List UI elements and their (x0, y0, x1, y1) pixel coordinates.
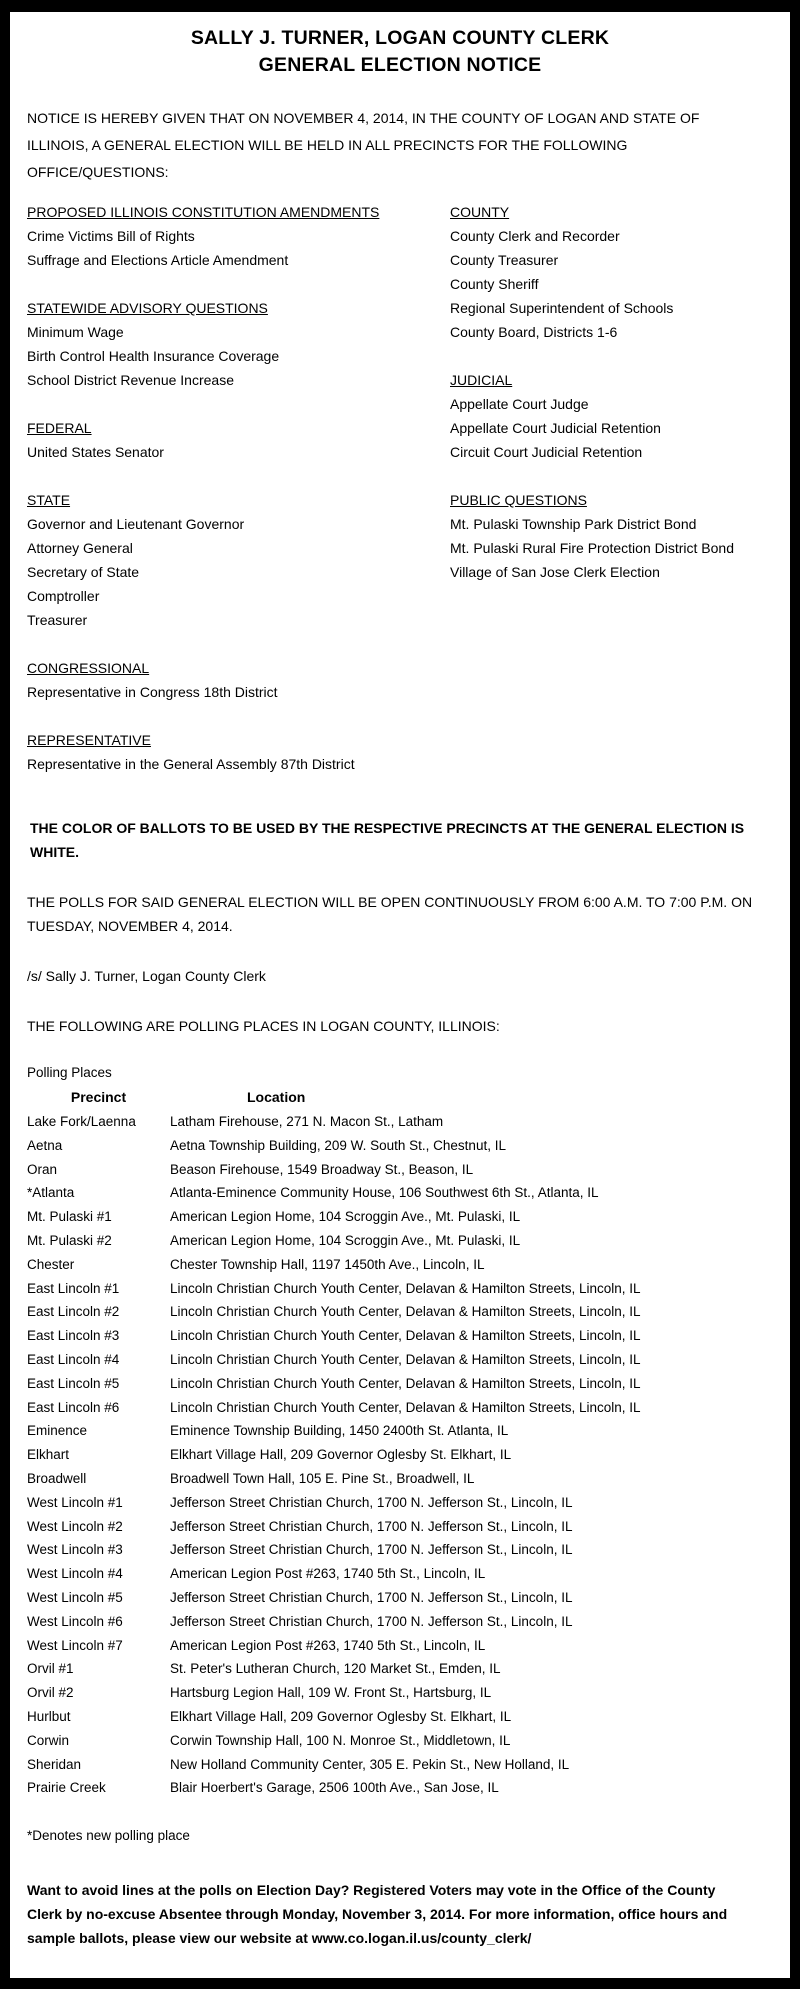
location-cell: Beason Firehouse, 1549 Broadway St., Beason, IL (170, 1161, 474, 1177)
table-row (27, 1753, 773, 1777)
office-item: County Clerk and Recorder (450, 228, 620, 244)
table-row (27, 1324, 773, 1348)
table-row (27, 1729, 773, 1753)
location-cell: Jefferson Street Christian Church, 1700 N. Jefferson St., Lincoln, IL (170, 1613, 573, 1629)
section-items (27, 752, 450, 776)
office-item: Mt. Pulaski Rural Fire Protection District Bond (450, 540, 734, 556)
office-item: United States Senator (27, 444, 164, 460)
office-item: Circuit Court Judicial Retention (450, 444, 643, 460)
precinct-cell: East Lincoln #4 (27, 1351, 120, 1367)
office-item: Appellate Court Judge (450, 396, 589, 412)
table-row (27, 1419, 773, 1443)
page-title (27, 25, 773, 79)
precinct-cell: West Lincoln #2 (27, 1518, 123, 1534)
office-item: Regional Superintendent of Schools (450, 300, 674, 316)
section-items (450, 392, 773, 464)
location-cell: Aetna Township Building, 209 W. South St., Chestnut, IL (170, 1137, 506, 1153)
section-heading: CONGRESSIONAL (27, 660, 150, 676)
table-row (27, 1657, 773, 1681)
location-cell: Jefferson Street Christian Church, 1700 N. Jefferson St., Lincoln, IL (170, 1589, 573, 1605)
precinct-cell: Chester (27, 1256, 75, 1272)
table-row (27, 1181, 773, 1205)
location-cell: American Legion Home, 104 Scroggin Ave., Mt. Pulaski, IL (170, 1209, 521, 1225)
table-row (27, 1134, 773, 1158)
section-heading: STATE (27, 492, 71, 508)
precinct-cell: East Lincoln #3 (27, 1328, 120, 1344)
table-row (27, 1634, 773, 1658)
ballot-color-paragraph: THE COLOR OF BALLOTS TO BE USED BY THE RESPECTIVE PRECINCTS AT THE GENERAL ELECTION IS WHITE. (30, 820, 745, 860)
location-cell: St. Peter's Lutheran Church, 120 Market St., Emden, IL (170, 1661, 501, 1677)
location-cell: American Legion Home, 104 Scroggin Ave., Mt. Pulaski, IL (170, 1232, 521, 1248)
office-item: County Sheriff (450, 276, 539, 292)
precinct-cell: East Lincoln #6 (27, 1399, 120, 1415)
section-heading: COUNTY (450, 204, 510, 220)
table-row (27, 1562, 773, 1586)
polling-places-intro: THE FOLLOWING ARE POLLING PLACES IN LOGAN COUNTY, ILLINOIS: (27, 1018, 500, 1034)
location-cell: Lincoln Christian Church Youth Center, Delavan & Hamilton Streets, Lincoln, IL (170, 1399, 641, 1415)
location-cell: Lincoln Christian Church Youth Center, Delavan & Hamilton Streets, Lincoln, IL (170, 1304, 641, 1320)
table-row (27, 1110, 773, 1134)
table-row (27, 1610, 773, 1634)
signature-line: /s/ Sally J. Turner, Logan County Clerk (27, 968, 266, 984)
precinct-cell: West Lincoln #4 (27, 1566, 123, 1582)
precinct-cell: West Lincoln #6 (27, 1613, 123, 1629)
table-row (27, 1681, 773, 1705)
location-cell: New Holland Community Center, 305 E. Pekin St., New Holland, IL (170, 1756, 570, 1772)
location-cell: Jefferson Street Christian Church, 1700 N. Jefferson St., Lincoln, IL (170, 1542, 573, 1558)
location-cell: Lincoln Christian Church Youth Center, Delavan & Hamilton Streets, Lincoln, IL (170, 1328, 641, 1344)
precinct-cell: Orvil #2 (27, 1685, 74, 1701)
section-heading: REPRESENTATIVE (27, 732, 151, 748)
table-row (27, 1396, 773, 1420)
location-cell: Lincoln Christian Church Youth Center, Delavan & Hamilton Streets, Lincoln, IL (170, 1280, 641, 1296)
new-polling-place-footnote: *Denotes new polling place (27, 1828, 190, 1844)
section-items (27, 440, 450, 464)
table-row (27, 1277, 773, 1301)
office-item: Mt. Pulaski Township Park District Bond (450, 516, 697, 532)
table-row (27, 1348, 773, 1372)
location-cell: Chester Township Hall, 1197 1450th Ave., Lincoln, IL (170, 1256, 485, 1272)
office-section-representative (27, 728, 450, 776)
office-item: Village of San Jose Clerk Election (450, 564, 660, 580)
precinct-cell: Hurlbut (27, 1708, 71, 1724)
section-items (27, 320, 450, 392)
precinct-cell: West Lincoln #3 (27, 1542, 123, 1558)
notice-intro-paragraph: NOTICE IS HEREBY GIVEN THAT ON NOVEMBER 4, 2014, IN THE COUNTY OF LOGAN AND STATE OF ILLINOIS, A GENERAL ELECTION WILL BE HELD IN ALL PRECINCTS FOR THE FOLLOWING OFFICE/QUESTIONS: (27, 110, 700, 180)
precinct-cell: West Lincoln #5 (27, 1589, 123, 1605)
polls-open-paragraph: THE POLLS FOR SAID GENERAL ELECTION WILL BE OPEN CONTINUOUSLY FROM 6:00 A.M. TO 7:00 P.M. ON TUESDAY, NOVEMBER 4, 2014. (27, 894, 753, 934)
table-row (27, 1491, 773, 1515)
table-row (27, 1515, 773, 1539)
office-item: Representative in Congress 18th District (27, 684, 278, 700)
location-cell: American Legion Post #263, 1740 5th St., Lincoln, IL (170, 1566, 486, 1582)
precinct-cell: East Lincoln #5 (27, 1375, 120, 1391)
precinct-cell: *Atlanta (27, 1185, 75, 1201)
table-row (27, 1229, 773, 1253)
location-cell: Jefferson Street Christian Church, 1700 N. Jefferson St., Lincoln, IL (170, 1518, 573, 1534)
precinct-cell: West Lincoln #7 (27, 1637, 123, 1653)
precinct-cell: Prairie Creek (27, 1780, 106, 1796)
table-row (27, 1467, 773, 1491)
location-cell: Broadwell Town Hall, 105 E. Pine St., Broadwell, IL (170, 1470, 475, 1486)
offices-columns (27, 200, 773, 776)
precinct-cell: Orvil #1 (27, 1661, 74, 1677)
office-section-congressional (27, 656, 450, 704)
precinct-cell: East Lincoln #2 (27, 1304, 120, 1320)
office-section-state (27, 488, 450, 632)
office-item: County Treasurer (450, 252, 559, 268)
location-cell: Corwin Township Hall, 100 N. Monroe St., Middletown, IL (170, 1732, 511, 1748)
section-items (450, 224, 773, 344)
table-row (27, 1538, 773, 1562)
precinct-cell: Oran (27, 1161, 58, 1177)
section-heading: PROPOSED ILLINOIS CONSTITUTION AMENDMENTS (27, 204, 380, 220)
office-section-judicial (450, 368, 773, 464)
precinct-cell: Sheridan (27, 1756, 82, 1772)
section-heading: JUDICIAL (450, 372, 513, 388)
section-heading: FEDERAL (27, 420, 92, 436)
office-section-statewide-advisory (27, 296, 450, 392)
location-cell: Elkhart Village Hall, 209 Governor Oglesby St. Elkhart, IL (170, 1447, 512, 1463)
precinct-cell: Eminence (27, 1423, 88, 1439)
precinct-cell: Mt. Pulaski #1 (27, 1209, 112, 1225)
location-cell: Hartsburg Legion Hall, 109 W. Front St., Hartsburg, IL (170, 1685, 492, 1701)
table-row (27, 1205, 773, 1229)
location-cell: Eminence Township Building, 1450 2400th St. Atlanta, IL (170, 1423, 509, 1439)
office-item: Suffrage and Elections Article Amendment (27, 252, 289, 268)
office-item: School District Revenue Increase (27, 372, 234, 388)
location-cell: Latham Firehouse, 271 N. Macon St., Latham (170, 1114, 444, 1129)
section-heading: STATEWIDE ADVISORY QUESTIONS (27, 300, 268, 316)
office-item: Appellate Court Judicial Retention (450, 420, 661, 436)
precinct-cell: Mt. Pulaski #2 (27, 1232, 112, 1248)
office-item: Birth Control Health Insurance Coverage (27, 348, 280, 364)
office-section-county (450, 200, 773, 344)
precinct-cell: West Lincoln #1 (27, 1494, 123, 1510)
office-item: Governor and Lieutenant Governor (27, 516, 245, 532)
section-items (27, 680, 450, 704)
office-item: Minimum Wage (27, 324, 124, 340)
polling-table-header (27, 1085, 773, 1110)
section-heading: PUBLIC QUESTIONS (450, 492, 587, 508)
precinct-cell: Corwin (27, 1732, 70, 1748)
office-item: Representative in the General Assembly 87th District (27, 756, 355, 772)
location-cell: American Legion Post #263, 1740 5th St., Lincoln, IL (170, 1637, 486, 1653)
precinct-cell: East Lincoln #1 (27, 1280, 120, 1296)
location-cell: Lincoln Christian Church Youth Center, Delavan & Hamilton Streets, Lincoln, IL (170, 1351, 641, 1367)
table-row (27, 1443, 773, 1467)
location-cell: Atlanta-Eminence Community House, 106 Southwest 6th St., Atlanta, IL (170, 1185, 599, 1201)
office-section-federal (27, 416, 450, 464)
polling-places-label: Polling Places (27, 1065, 112, 1080)
table-row (27, 1300, 773, 1324)
location-cell: Lincoln Christian Church Youth Center, Delavan & Hamilton Streets, Lincoln, IL (170, 1375, 641, 1391)
office-item: Comptroller (27, 588, 100, 604)
office-item: Crime Victims Bill of Rights (27, 228, 195, 244)
precinct-column-header: Precinct (70, 1089, 127, 1105)
page-title-line2: GENERAL ELECTION NOTICE (258, 54, 542, 76)
page-title-line1: SALLY J. TURNER, LOGAN COUNTY CLERK (190, 27, 610, 49)
precinct-cell: Broadwell (27, 1470, 87, 1486)
section-items (27, 224, 450, 272)
offices-column-right (450, 200, 773, 776)
precinct-cell: Elkhart (27, 1447, 70, 1463)
absentee-voting-paragraph: Want to avoid lines at the polls on Election Day? Registered Voters may vote in the Office of the County Clerk by no-excuse Absentee through Monday, November 3, 2014. For more information, office hours and sample ballots, please view our website at www.co.logan.il.us/county_clerk/ (27, 1882, 728, 1947)
office-item: Secretary of State (27, 564, 140, 580)
polling-table-body (27, 1110, 773, 1800)
location-column-header: Location (247, 1089, 306, 1105)
office-item: Treasurer (27, 612, 88, 628)
section-items (27, 512, 450, 632)
notice-page (10, 12, 790, 1978)
location-cell: Elkhart Village Hall, 209 Governor Oglesby St. Elkhart, IL (170, 1708, 512, 1724)
office-item: Attorney General (27, 540, 133, 556)
office-section-amendments (27, 200, 450, 272)
table-row (27, 1372, 773, 1396)
table-row (27, 1158, 773, 1182)
offices-column-left (27, 200, 450, 776)
location-cell: Blair Hoerbert's Garage, 2506 100th Ave., San Jose, IL (170, 1780, 499, 1796)
precinct-cell: Lake Fork/Laenna (27, 1114, 136, 1129)
section-items (450, 512, 773, 584)
table-row (27, 1586, 773, 1610)
office-item: County Board, Districts 1-6 (450, 324, 618, 340)
office-section-public-questions (450, 488, 773, 584)
precinct-cell: Aetna (27, 1137, 63, 1153)
table-row (27, 1705, 773, 1729)
location-cell: Jefferson Street Christian Church, 1700 N. Jefferson St., Lincoln, IL (170, 1494, 573, 1510)
table-row (27, 1776, 773, 1800)
table-row (27, 1253, 773, 1277)
